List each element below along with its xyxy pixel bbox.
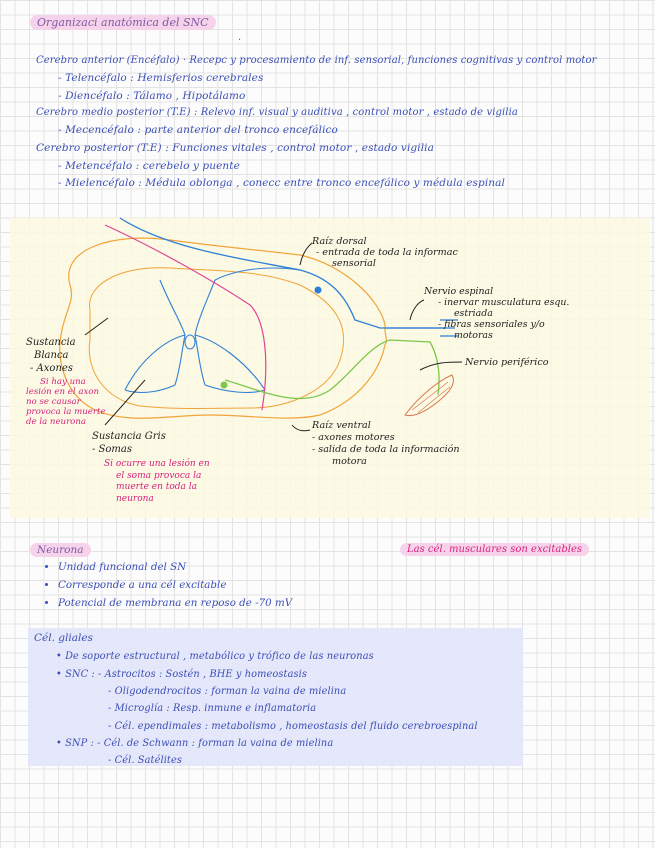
neurona-heading	[30, 544, 91, 556]
glial-line: • SNC : - Astrocitos : Sostén , BHE y homeostasis	[56, 669, 308, 680]
nervio-espinal-line: motoras	[454, 330, 493, 341]
raiz-dorsal-title: Raíz dorsal	[312, 236, 367, 247]
glial-line: - Microglía : Resp. inmune e inflamatoria	[108, 703, 317, 714]
snc-line: Cerebro posterior (T.E) : Funciones vitales , control motor , estado vigilia	[36, 142, 434, 154]
header-dot: .	[238, 32, 242, 43]
pointer-nervio-periferico	[420, 362, 462, 370]
central-canal	[185, 335, 195, 349]
note-line: neurona	[116, 493, 154, 504]
label-sustancia-gris	[92, 430, 166, 456]
nervio-espinal-line: - inervar musculatura esqu.	[438, 297, 570, 308]
label-sustancia-blanca	[26, 336, 76, 375]
muscle-fibers	[412, 382, 450, 413]
label-nervio-periferico: Nervio periférico	[465, 357, 549, 368]
raiz-ventral-title: Raíz ventral	[312, 420, 371, 431]
pointer-raiz-ventral	[292, 425, 310, 431]
note-line: provoca la muerte	[26, 407, 106, 417]
note-line: Si ocurre una lesión en	[104, 459, 210, 469]
snc-line: - Mecencéfalo : parte anterior del tronco encefálico	[58, 124, 338, 136]
glial-line: - Oligodendrocitos : forman la vaina de mielina	[108, 686, 347, 697]
muscle-note	[400, 544, 589, 555]
snc-line: - Mielencéfalo : Médula oblonga , conecc entre tronco encefálico y médula espinal	[58, 177, 505, 189]
nervio-espinal-line: estriada	[454, 308, 493, 319]
motor-neuron-soma	[221, 382, 228, 389]
glial-line: - Cél. ependimales : metabolismo , homeostasis del fluido cerebroespinal	[108, 721, 478, 732]
white-matter-outline	[89, 268, 343, 409]
label-raiz-ventral	[312, 420, 460, 468]
page-title-text: Organizaci anatómica del SNC	[30, 15, 216, 30]
note-line: de la neurona	[26, 417, 87, 427]
pointer-raiz-dorsal	[300, 243, 312, 265]
snc-line: Cerebro anterior (Encéfalo) · Recepc y procesamiento de inf. sensorial, funciones cognitivas y control motor	[36, 55, 597, 66]
neurona-list	[40, 558, 292, 612]
raiz-dorsal-line: sensorial	[332, 258, 376, 269]
snc-line: - Telencéfalo : Hemisferios cerebrales	[58, 72, 264, 84]
pointer-sustancia-blanca	[85, 318, 108, 335]
ventral-root	[225, 340, 439, 399]
page-title	[30, 16, 216, 29]
glial-line: • De soporte estructural , metabólico y trófico de las neuronas	[56, 651, 374, 662]
sustancia-blanca-title2: Blanca	[34, 350, 69, 361]
note-line: muerte en toda la	[116, 482, 198, 492]
sustancia-blanca-title: Sustancia	[26, 337, 76, 348]
nervio-espinal-line: - fibras sensoriales y/o	[438, 319, 545, 330]
dorsal-root	[120, 218, 445, 328]
raiz-ventral-line: - axones motores	[312, 432, 395, 443]
neurona-item: • Potencial de membrana en reposo de -70 mV	[58, 594, 292, 612]
note-sustancia-blanca	[26, 377, 106, 427]
snc-line: - Diencéfalo : Tálamo , Hipotálamo	[58, 90, 246, 102]
note-line: no se causar	[26, 397, 81, 407]
neurona-item: • Corresponde a una cél excitable	[58, 576, 292, 594]
glial-line: • SNP : - Cél. de Schwann : forman la vaina de mielina	[56, 738, 334, 749]
sustancia-gris-title: Sustancia Gris	[92, 431, 166, 442]
note-sustancia-gris	[104, 459, 210, 505]
neurona-title: Neurona	[30, 543, 91, 557]
neurona-item: • Unidad funcional del SN	[58, 558, 292, 576]
label-raiz-dorsal	[312, 236, 458, 269]
grey-matter	[125, 280, 265, 392]
glial-line: - Cél. Satélites	[108, 755, 182, 766]
nervio-espinal-title: Nervio espinal	[424, 286, 494, 297]
sustancia-gris-line: - Somas	[92, 444, 133, 455]
muscle-note-text: Las cél. musculares son excitables	[400, 543, 589, 556]
glial-title: Cél. gliales	[34, 632, 93, 644]
note-line: lesión en el axon	[26, 387, 100, 397]
dorsal-ganglion-cell	[315, 287, 322, 294]
pointer-nervio-espinal	[410, 300, 424, 320]
note-line: Si hay una	[40, 377, 86, 387]
sustancia-blanca-line: - Axones	[30, 363, 73, 374]
snc-line: Cerebro medio posterior (T.E) : Relevo inf. visual y auditiva , control motor , estado de vigilia	[36, 107, 518, 118]
raiz-ventral-line: - salida de toda la información	[312, 444, 460, 455]
raiz-ventral-line: motora	[332, 456, 367, 467]
note-line: el soma provoca la	[116, 470, 202, 481]
snc-line: - Metencéfalo : cerebelo y puente	[58, 160, 240, 172]
raiz-dorsal-line: - entrada de toda la informac	[316, 247, 458, 258]
label-nervio-espinal	[424, 286, 569, 341]
